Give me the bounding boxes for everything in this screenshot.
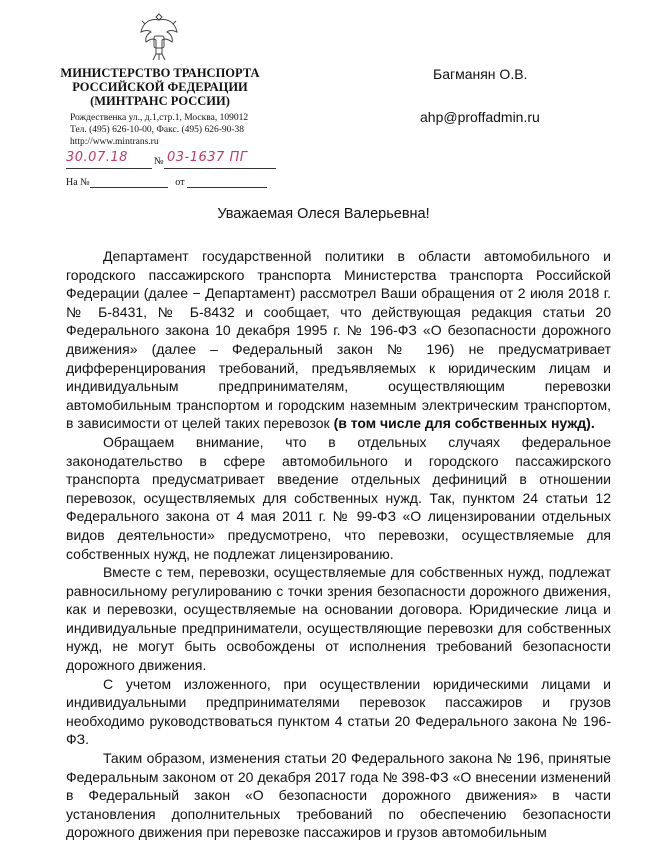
paragraph-1 [66, 247, 611, 433]
recipient-email: ahp@proffadmin.ru [420, 109, 540, 125]
org-line-2: РОССИЙСКОЙ ФЕДЕРАЦИИ [72, 80, 248, 94]
ministry-name [40, 66, 280, 108]
greeting: Уважаемая Олеся Валерьевна! [217, 206, 430, 222]
number-sign: № [154, 156, 164, 167]
phone-line: Тел. (495) 626-10-00, Факс. (495) 626-90-38 [70, 125, 245, 135]
number-underline [164, 168, 276, 169]
website-line: http://www.mintrans.ru [70, 137, 159, 147]
ministry-contacts [70, 112, 270, 148]
org-line-1: МИНИСТЕРСТВО ТРАНСПОРТА [60, 66, 260, 80]
paragraph-3: Вместе с тем, перевозки, осуществляемые для собственных нужд, подлежат равносильному регулированию с точки зрения безопасности дорожного движения, как и перевозки, осуществляемые на основании договора. Юридические лица и индивидуальные предприниматели, осуществляющие перевозки для собственных нужд, не могут быть освобождены от исполнения требований безопасности дорожного движения. [66, 564, 611, 674]
paragraph-4: С учетом изложенного, при осуществлении юридическими лицами и индивидуальными предпринимателями перевозок пассажиров и грузов необходимо руководствоваться пунктом 4 статьи 20 Федерального закона № 196-ФЗ. [66, 675, 611, 748]
org-line-3: (МИНТРАНС РОССИИ) [90, 94, 230, 108]
registration-line [66, 150, 286, 172]
address-line: Рождественка ул., д.1,стр.1, Москва, 109012 [70, 113, 249, 123]
reference-line [66, 177, 267, 188]
recipient-name: Багманян О.В. [433, 66, 528, 82]
reference-date-label: от [175, 177, 185, 188]
date-underline [66, 168, 152, 169]
coat-of-arms-emblem [137, 10, 181, 62]
reference-number-blank [90, 177, 168, 188]
paragraph-5: Таким образом, изменения статьи 20 Федерального закона № 196, принятые Федеральным законом от 20 декабря 2017 года № 398-ФЗ «О внесении изменений в Федеральный закон «О безопасности дорожного движения» в части установления дополнительных требований по обеспечению безопасности дорожного движения при перевозке пассажиров и грузов автомобильным [66, 750, 611, 841]
reference-date-blank [187, 177, 267, 188]
reference-number-label: На № [66, 177, 90, 188]
handwritten-date: 30.07.18 [66, 150, 128, 165]
letter-body [66, 247, 611, 842]
paragraph-1-text: Департамент государственной политики в области автомобильного и городского пассажирского транспорта Министерства транспорта Российской Федерации (далее − Департамент) рассмотрел Ваши обращения от 2 июля 2018 г. № Б-8431, № Б-8432 и сообщает, что действующая редакция статьи 20 Федерального закона 10 декабря 1995 г. № 196-ФЗ «О безопасности дорожного движения» (далее – Федеральный закон № 196) не предусматривает дифференцирования требований, предъявляемых к юридическим лицам и индивидуальным предпринимателям, осуществляющим перевозки автомобильным транспортом и городским наземным электрическим транспортом, в зависимости от целей таких перевозок [66, 248, 611, 432]
handwritten-reg-number: 03-1637 ПГ [167, 150, 248, 165]
paragraph-2: Обращаем внимание, что в отдельных случаях федеральное законодательство в сфере автомобильного и городского пассажирского транспорта предусматривает введение отдельных дефиниций в отношении перевозок, осуществляемых для собственных нужд. Так, пунктом 24 статьи 12 Федерального закона от 4 мая 2011 г. № 99-ФЗ «О лицензировании отдельных видов деятельности» предусмотрено, что перевозки, осуществляемые для собственных нужд, не подлежат лицензированию. [66, 433, 611, 562]
paragraph-1-bold: (в том числе для собственных нужд). [333, 415, 595, 432]
